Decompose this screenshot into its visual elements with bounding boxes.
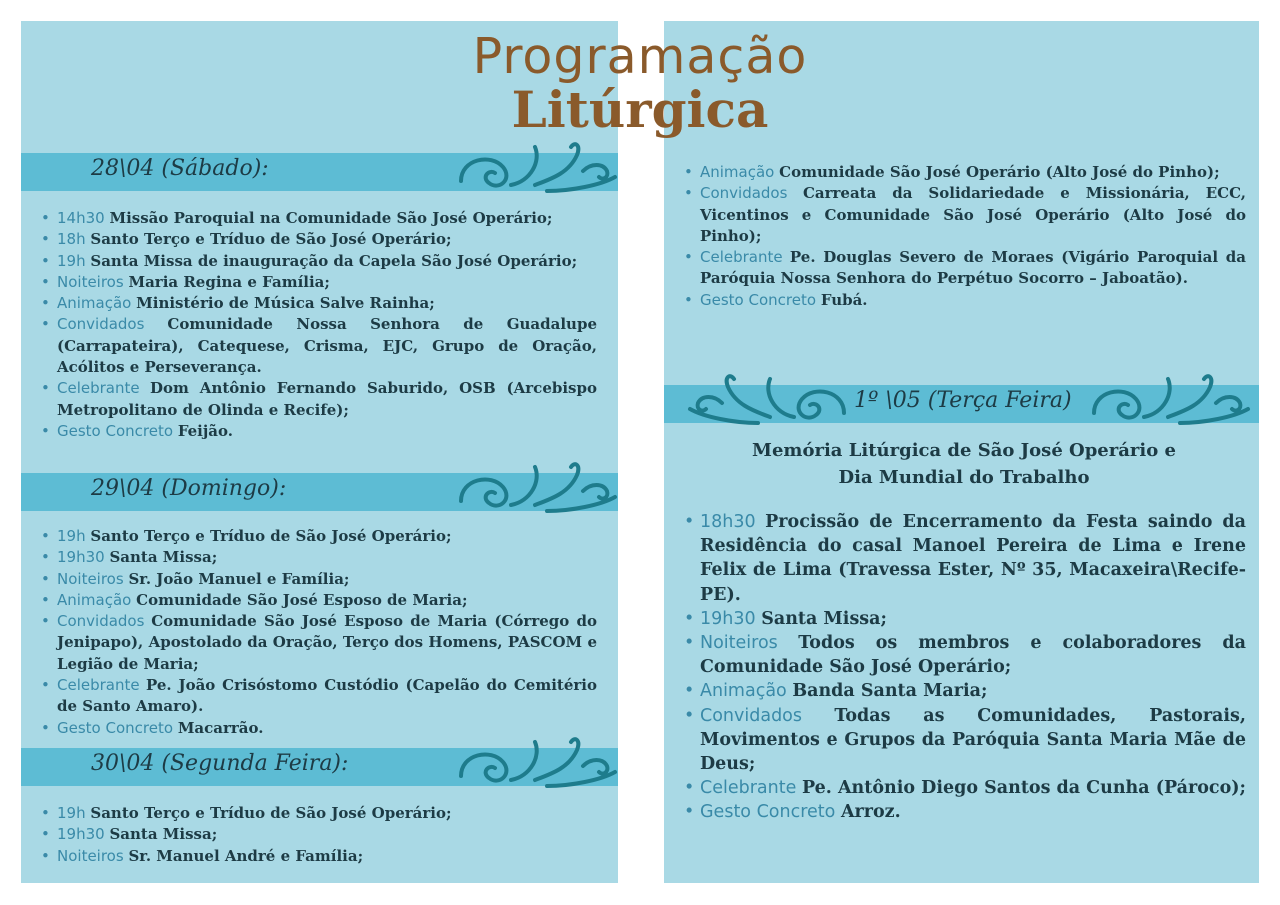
swirl-ornament-icon [684,373,854,433]
list-item: • 19h30 Santa Missa; [31,547,597,568]
swirl-ornament-icon [451,461,621,521]
list-item: • 14h30 Missão Paroquial na Comunidade São José Operário; [31,208,597,229]
day-header-28-04 [21,153,618,191]
list-item: • Noiteiros Maria Regina e Família; [31,272,597,293]
list-01-05 [674,510,1246,825]
day-header-29-04 [21,473,618,511]
page-title [0,28,1280,139]
list-item: • Gesto Concreto Macarrão. [31,718,597,739]
list-item: • 18h Santo Terço e Tríduo de São José Operário; [31,229,597,250]
list-30-04 [31,803,597,867]
swirl-ornament-icon [451,141,621,201]
list-item: • 19h30 Santa Missa; [31,824,597,845]
list-item: • Animação Ministério de Música Salve Rainha; [31,293,597,314]
list-item: • Animação Comunidade São José Esposo de Maria; [31,590,597,611]
list-item: • Celebrante Dom Antônio Fernando Saburido, OSB (Arcebispo Metropolitano de Olinda e Recife); [31,378,597,421]
list-item: • 19h Santo Terço e Tríduo de São José Operário; [31,526,597,547]
list-item: • Noiteiros Sr. Manuel André e Família; [31,846,597,867]
list-item: • Animação Banda Santa Maria; [674,679,1246,703]
list-item: • Gesto Concreto Fubá. [674,290,1246,311]
day-header-30-04 [21,748,618,786]
day-label: 28\04 (Sábado): [91,156,269,181]
swirl-ornament-icon [1084,373,1254,433]
list-item: • Noiteiros Sr. João Manuel e Família; [31,569,597,590]
list-item: • 19h Santa Missa de inauguração da Capela São José Operário; [31,251,597,272]
title-line1: Programação [472,28,808,85]
list-item: • Convidados Carreata da Solidariedade e Missionária, ECC, Vicentinos e Comunidade São José Operário (Alto José do Pinho); [674,183,1246,247]
list-item: • Celebrante Pe. Douglas Severo de Moraes (Vigário Paroquial da Paróquia Nossa Senhora do Perpétuo Socorro – Jaboatão). [674,247,1246,290]
list-item: • Animação Comunidade São José Operário (Alto José do Pinho); [674,162,1246,183]
list-item: • 19h Santo Terço e Tríduo de São José Operário; [31,803,597,824]
list-28-04 [31,208,597,442]
list-item: • Gesto Concreto Arroz. [674,800,1246,824]
list-item: • Noiteiros Todos os membros e colaboradores da Comunidade São José Operário; [674,631,1246,679]
day-label: 29\04 (Domingo): [91,476,287,501]
memorial-subtitle: Memória Litúrgica de São José Operário e Dia Mundial do Trabalho [752,440,1176,488]
list-item: • 19h30 Santa Missa; [674,607,1246,631]
swirl-ornament-icon [451,736,621,796]
list-30-04-continued [674,162,1246,311]
list-item: • Celebrante Pe. Antônio Diego Santos da Cunha (Pároco); [674,776,1246,800]
day-header-01-05 [664,385,1259,423]
day-label: 1º \05 (Terça Feira) [854,388,1072,413]
day-label: 30\04 (Segunda Feira): [91,751,349,776]
list-item: • Celebrante Pe. João Crisóstomo Custódio (Capelão do Cemitério de Santo Amaro). [31,675,597,718]
list-item: • Convidados Todas as Comunidades, Pastorais, Movimentos e Grupos da Paróquia Santa Maria Mãe de Deus; [674,704,1246,777]
title-line2: Litúrgica [511,80,769,139]
list-item: • Gesto Concreto Feijão. [31,421,597,442]
list-29-04 [31,526,597,739]
list-item: • Convidados Comunidade Nossa Senhora de Guadalupe (Carrapateira), Catequese, Crisma, EJC, Grupo de Oração, Acólitos e Perseverança. [31,314,597,378]
list-item: • 18h30 Procissão de Encerramento da Festa saindo da Residência do casal Manoel Pereira de Lima e Irene Felix de Lima (Travessa Ester, Nº 35, Macaxeira\Recife-PE). [674,510,1246,607]
list-item: • Convidados Comunidade São José Esposo de Maria (Córrego do Jenipapo), Apostolado da Oração, Terço dos Homens, PASCOM e Legião de Maria; [31,611,597,675]
